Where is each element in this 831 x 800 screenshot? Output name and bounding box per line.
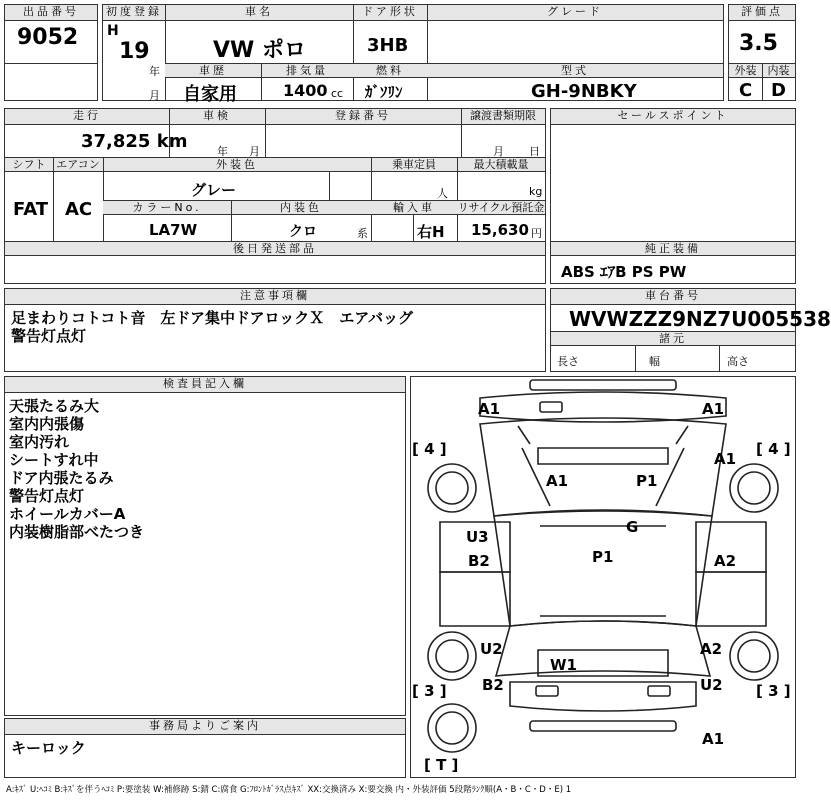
- chassis-number: WVWZZZ9NZ7U005538: [569, 307, 831, 331]
- notes-label: 注意事項欄: [5, 289, 545, 305]
- transfer-day-unit: 日: [529, 145, 540, 158]
- inspector-notes: [9, 397, 144, 541]
- chassis-box: [550, 288, 831, 372]
- month-unit: 月: [149, 89, 160, 102]
- interior-label: 内装: [762, 64, 795, 78]
- shift: FAT: [13, 199, 49, 220]
- car-name-label: 車名: [165, 5, 353, 21]
- recycle-fee: 15,630: [471, 221, 529, 239]
- inspector-line: 室内内張傷: [9, 415, 85, 433]
- damage-mark: A1: [714, 450, 737, 468]
- lot-box: [4, 4, 98, 101]
- fuel-label: 燃料: [353, 64, 427, 78]
- first-reg-label: 初度登録: [103, 5, 165, 21]
- history-label: 車歴: [165, 64, 261, 78]
- tire-label: [ 4 ]: [756, 440, 791, 458]
- transfer-month-unit: 月: [493, 145, 504, 158]
- import-type: 右H: [417, 223, 445, 241]
- color-no-label: カラーNo.: [103, 201, 231, 215]
- fuel: ｶﾞｿﾘﾝ: [365, 83, 403, 101]
- recycle-unit: 円: [531, 227, 542, 240]
- damage-mark: A2: [714, 552, 737, 570]
- damage-mark: A1: [478, 400, 501, 418]
- inspection-year-unit: 年: [217, 145, 228, 158]
- sales-points-label: セールスポイント: [551, 109, 795, 125]
- int-color-unit: 系: [357, 227, 368, 240]
- interior-grade: D: [771, 80, 786, 101]
- chassis-label: 車台番号: [551, 289, 795, 305]
- width-label: 幅: [649, 355, 660, 368]
- int-color: クロ: [289, 224, 317, 240]
- reg-no-label: 登録番号: [265, 109, 461, 125]
- notes-line: 警告灯点灯: [11, 327, 87, 345]
- door-label: ドア形状: [353, 5, 427, 21]
- damage-mark: A1: [702, 400, 725, 418]
- era: H: [107, 23, 119, 39]
- lot-label: 出品番号: [5, 5, 97, 21]
- max-load-label: 最大積載量: [457, 158, 545, 172]
- model-label: 型式: [427, 64, 723, 78]
- int-color-label: 内装色: [231, 201, 371, 215]
- tire-label: [ 3 ]: [412, 682, 447, 700]
- office-box: [4, 718, 406, 778]
- exterior-grade: C: [739, 80, 753, 101]
- exterior-label: 外装: [729, 64, 762, 78]
- inspector-line: 天張たるみ大: [9, 397, 100, 415]
- color-no: LA7W: [149, 221, 198, 239]
- score: 3.5: [739, 31, 778, 56]
- damage-mark: U2: [700, 676, 723, 694]
- displacement-label: 排気量: [261, 64, 353, 78]
- score-label: 評価点: [729, 5, 795, 21]
- tire-label: [ T ]: [424, 756, 459, 774]
- length-label: 長さ: [557, 355, 579, 368]
- ext-color-label: 外装色: [103, 158, 371, 172]
- door-type: 3HB: [367, 35, 409, 56]
- displacement-unit: cc: [331, 87, 344, 100]
- sales-points-box: [550, 108, 796, 284]
- year-unit: 年: [149, 65, 160, 78]
- inspector-line: 内装樹脂部べたつき: [9, 523, 145, 541]
- equipment-label: 純正装備: [551, 242, 795, 256]
- dims-label: 諸元: [551, 332, 795, 346]
- notes-line: 足まわりコトコト音 左ドア集中ドアロックＸ エアバッグ: [11, 309, 414, 327]
- grade-label: グレード: [427, 5, 723, 21]
- damage-mark: G: [626, 518, 639, 536]
- ac-label: エアコン: [53, 158, 103, 172]
- inspector-box: [4, 376, 406, 716]
- damage-mark: A2: [700, 640, 723, 658]
- score-box: [728, 4, 796, 101]
- inspector-line: ドア内張たるみ: [9, 469, 114, 487]
- recycle-label: リサイクル預託金: [457, 201, 545, 214]
- inspector-line: 警告灯点灯: [9, 487, 85, 505]
- damage-mark: B2: [468, 552, 490, 570]
- damage-mark: U2: [480, 640, 503, 658]
- inspector-line: 室内汚れ: [9, 433, 70, 451]
- lot-number: 9052: [17, 25, 79, 50]
- damage-mark: P1: [592, 548, 614, 566]
- vehicle-info-box: [102, 4, 724, 105]
- damage-mark: A1: [546, 472, 569, 490]
- max-load-unit: kg: [529, 185, 543, 198]
- ac: AC: [65, 199, 93, 220]
- equipment-text: ABS ｴｱB PS PW: [561, 263, 687, 281]
- office-text: キーロック: [11, 739, 86, 757]
- office-label: 事務局よりご案内: [5, 719, 405, 735]
- inspector-line: シートすれ中: [9, 451, 99, 469]
- history: 自家用: [183, 84, 237, 105]
- transfer-label: 譲渡書類期限: [461, 109, 545, 125]
- inspector-label: 検査員記入欄: [5, 377, 405, 393]
- later-parts-label: 後日発送部品: [5, 242, 545, 256]
- damage-mark: A1: [702, 730, 725, 748]
- displacement: 1400: [283, 81, 328, 100]
- reg-year: 19: [119, 39, 150, 64]
- legend: A:ｷｽﾞ U:ﾍｺﾐ B:ｷｽﾞを伴うﾍｺﾐ P:要塗装 W:補修跡 S:錆 C:腐食 G:ﾌﾛﾝﾄｶﾞﾗｽ点ｷｽﾞ XX:交換済み X:要交換 内・外装評価 5段階ﾗﾝｸ順(A・B・C・D・E) 1: [6, 785, 572, 795]
- inspector-line: ホイールカバーA: [9, 505, 126, 523]
- tire-label: [ 4 ]: [412, 440, 447, 458]
- height-label: 高さ: [727, 355, 749, 368]
- damage-mark: B2: [482, 676, 504, 694]
- capacity-label: 乗車定員: [371, 158, 457, 172]
- inspection-label: 車検: [169, 109, 265, 125]
- ext-color: グレー: [191, 181, 237, 199]
- shift-label: シフト: [5, 158, 53, 172]
- damage-mark: W1: [550, 656, 577, 674]
- model: GH-9NBKY: [531, 81, 637, 102]
- inspection-month-unit: 月: [249, 145, 260, 158]
- tire-label: [ 3 ]: [756, 682, 791, 700]
- mileage: 37,825 km: [81, 131, 188, 152]
- car-damage-diagram: [410, 376, 796, 778]
- notes-box: [4, 288, 546, 372]
- car-name: VW ポロ: [213, 38, 306, 63]
- import-label: 輸入車: [371, 201, 457, 215]
- damage-mark: P1: [636, 472, 658, 490]
- notes-text: [11, 309, 413, 345]
- damage-mark: U3: [466, 528, 489, 546]
- details-box: [4, 108, 546, 284]
- mileage-label: 走行: [5, 109, 169, 125]
- capacity-unit: 人: [437, 187, 448, 200]
